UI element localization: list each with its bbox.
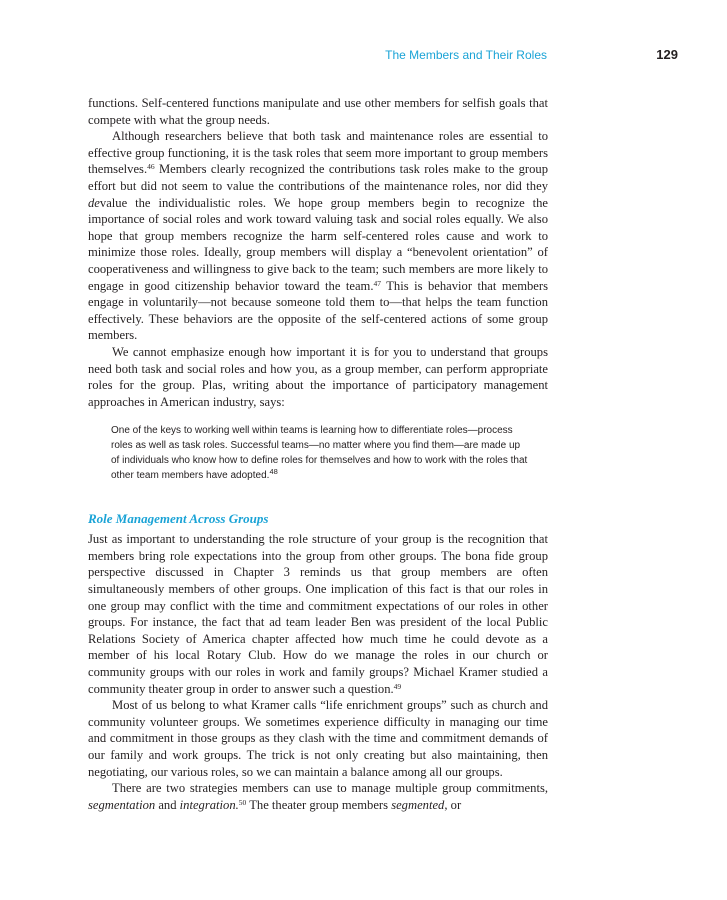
paragraph-text: , or (444, 797, 462, 812)
page-number: 129 (656, 47, 678, 62)
running-title: The Members and Their Roles (385, 48, 547, 62)
endnote-ref: 46 (147, 162, 155, 172)
block-quote (111, 423, 528, 483)
paragraph-text: Just as important to understanding the role structure of your group is the recognition that members bring role expectations into the group from other groups. The bona fide group perspective discussed in Chapter 3 reminds us that group members are often simultaneously members of other groups. One implication of this fact is that our roles in one group may conflict with the time and commitment expectations of our roles in other groups. For instance, the fact that ad team leader Ben was president of the local Public Relations Society of America chapter affected how much time he could devote as a member of his local Rotary Club. How do we manage the roles in our church or community groups with our roles in work and family groups? Michael Kramer studied a community theater group in order to answer such a question. (88, 532, 548, 696)
paragraph-text: This is behavior that members engage in voluntarily—not because someone told them to—that helps the team function effectively. These behaviors are the opposite of the self-centered actions of some group members. (88, 278, 548, 343)
paragraph-role-management (88, 531, 548, 697)
paragraph-text: Although researchers believe that both task and maintenance roles are essential to effective group functioning, it is the task roles that seem more important to group members themselves. (88, 129, 548, 177)
endnote-ref: 48 (269, 467, 278, 477)
paragraph-continuation: functions. Self-centered functions manipulate and use other members for selfish goals that compete with what the group needs. (88, 96, 548, 127)
endnote-ref: 50 (238, 797, 247, 807)
paragraph-task-roles (88, 128, 548, 344)
running-head (0, 47, 727, 65)
emphasis-text: segmentation (88, 797, 156, 812)
emphasis-text: segmented (391, 797, 445, 812)
emphasis-text: de (88, 195, 100, 210)
endnote-ref: 49 (393, 681, 402, 691)
section-heading: Role Management Across Groups (88, 511, 269, 527)
paragraph-text: There are two strategies members can use to manage multiple group commitments, (112, 781, 548, 796)
paragraph-text: value the individualistic roles. We hope group members begin to recognize the importance of social roles and work toward valuing task and social roles equally. We also hope that group members recognize the harm self-centered roles cause and work to minimize those roles. Ideally, group members will display a “benevolent orientation” of cooperativeness and willingness to give back to the team; such members are more likely to engage in good citizenship behavior toward the team. (88, 195, 548, 293)
paragraph-life-enrichment: Most of us belong to what Kramer calls “life enrichment groups” such as church and community volunteer groups. We sometimes experience difficulty in managing our time and commitment in those groups as they clash with the time and commitment demands of our family and work groups. The trick is not only creating but also maintaining, then negotiating, our various roles, so we can maintain a balance among all our groups. (88, 698, 548, 779)
paragraph-text: Members clearly recognized the contributions task roles make to the group effort but did not seem to value the contributions of the maintenance roles, nor did they (88, 162, 548, 193)
emphasis-text: integration. (179, 797, 239, 812)
paragraph-text: The theater group members (246, 797, 392, 812)
paragraph-strategies (88, 780, 548, 813)
quote-text: One of the keys to working well within teams is learning how to differentiate roles—process roles as well as task roles. Successful teams—no matter where you find them—are made up of individuals who know how to define roles for themselves and how to work with the roles that other team members have adopted. (111, 425, 528, 482)
page-body (88, 95, 548, 813)
endnote-ref: 47 (373, 278, 381, 288)
paragraph-importance: We cannot emphasize enough how important it is for you to understand that groups need both task and social roles and how you, as a group member, can perform appropriate roles for the group. Plas, writing about the importance of participatory management approaches in American industry, says: (88, 344, 548, 409)
paragraph-text: and (155, 797, 180, 812)
